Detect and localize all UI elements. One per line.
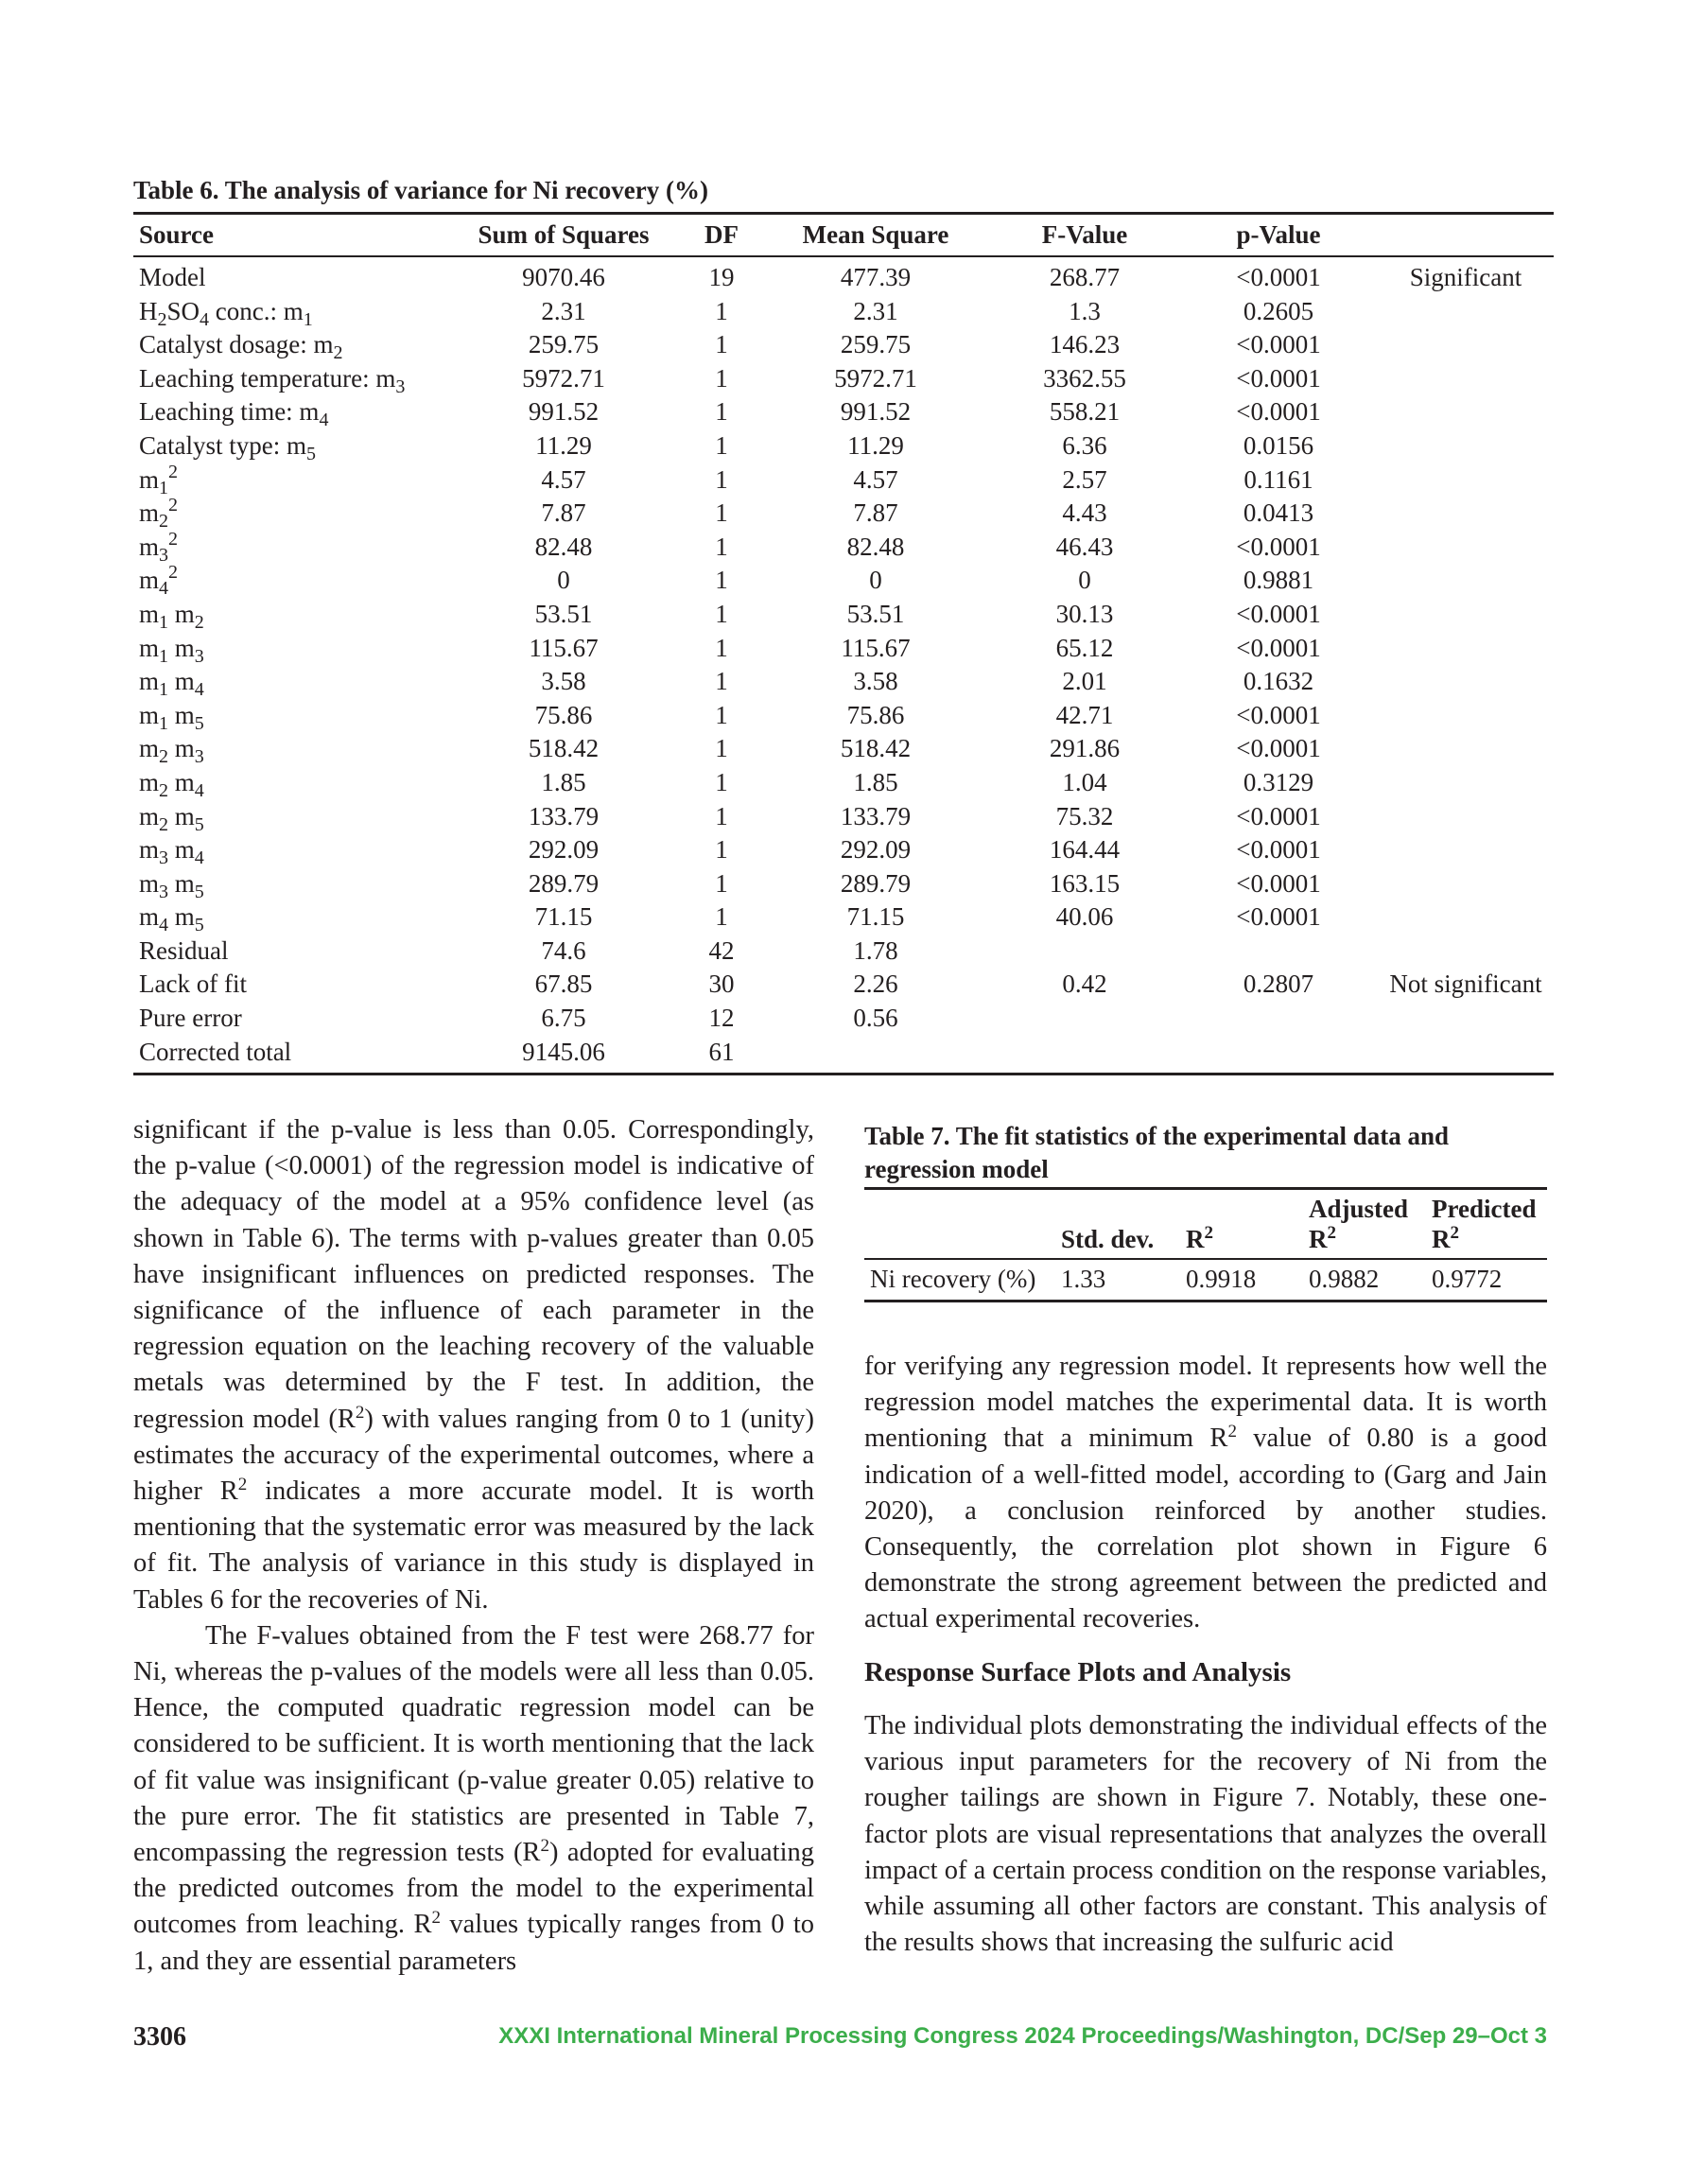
anova-p-value: <0.0001 xyxy=(1236,633,1321,662)
anova-mean-square: 53.51 xyxy=(846,599,905,628)
anova-df: 61 xyxy=(708,1037,735,1066)
header-adjusted-r2: Adjusted $R^2$ xyxy=(1309,1195,1409,1253)
anova-p-value: <0.0001 xyxy=(1236,397,1321,427)
header-note xyxy=(1378,214,1554,257)
anova-f-value: 164.44 xyxy=(1049,835,1121,865)
anova-source: Leaching temperature: $m_3$ xyxy=(139,363,406,397)
anova-note xyxy=(1378,665,1554,699)
anova-row xyxy=(133,833,1554,867)
anova-source: Lack of fit xyxy=(139,970,247,999)
anova-row xyxy=(133,328,1554,362)
anova-f-value: 6.36 xyxy=(1062,430,1107,460)
anova-p-value: 0.0156 xyxy=(1243,430,1314,460)
left-paragraph-1: significant if the p-value is less than 0.05. Correspondingly, the p-value (<0.0001) of the regression model is indicative of the adequacy of the model at a 95% confidence level (as shown in Table 6). The terms with p-values greater than 0.05 have insignificant influences on predicted responses. The significance of the influence of each parameter in the regression equation on the leaching recovery of the valuable metals was determined by the F test. In addition, the regression model $(R^2)$ with values ranging from 0 to 1 (unity) estimates the accuracy of the experimental outcomes, where a higher $R^2$ indicates a more accurate model. It is worth mentioning that the systematic error was measured by the lack of fit. The analysis of variance in this study is displayed in Tables 6 for the recoveries of Ni. xyxy=(133,1115,814,1615)
anova-note xyxy=(1378,295,1554,329)
anova-df: 1 xyxy=(715,801,728,830)
anova-row xyxy=(133,256,1554,295)
anova-source: $m_1$ $m_5$ xyxy=(139,700,204,734)
header-std-dev: Std. dev. xyxy=(1061,1225,1155,1253)
anova-p-value: <0.0001 xyxy=(1236,700,1321,729)
anova-sum-of-squares: 4.57 xyxy=(541,464,586,494)
anova-df: 1 xyxy=(715,902,728,932)
anova-p-value: 0.2605 xyxy=(1243,296,1314,325)
anova-mean-square: 4.57 xyxy=(853,464,898,494)
anova-row xyxy=(133,531,1554,565)
left-paragraph-2: The F-values obtained from the F test were 268.77 for Ni, whereas the p-values of the models were all less than 0.05. Hence, the computed quadratic regression model can be considered to be sufficient. It is worth mentioning that the lack of fit value was insignificant (p-value greater 0.05) relative to the pure error. The fit statistics are presented in Table 7, encompassing the regression tests $(R^2)$ adopted for evaluating the predicted outcomes from the model to the experimental outcomes from leaching. $R^2$ values typically ranges from 0 to 1, and they are essential parameters xyxy=(133,1620,814,1976)
anova-df: 1 xyxy=(715,430,728,460)
anova-sum-of-squares: 9145.06 xyxy=(522,1037,605,1066)
anova-note xyxy=(1378,531,1554,565)
anova-source: Corrected total xyxy=(139,1037,292,1066)
anova-note xyxy=(1378,935,1554,969)
anova-sum-of-squares: 2.31 xyxy=(541,296,586,325)
anova-note xyxy=(1378,497,1554,531)
anova-source: $m_3$ $m_4$ xyxy=(139,835,204,869)
anova-mean-square: 1.78 xyxy=(853,935,898,965)
anova-row xyxy=(133,395,1554,429)
anova-sum-of-squares: 5972.71 xyxy=(522,363,605,393)
anova-df: 1 xyxy=(715,868,728,898)
anova-row xyxy=(133,968,1554,1002)
header-predicted-r2: Predicted $R^2$ xyxy=(1432,1195,1537,1253)
table6-caption: Table 6. The analysis of variance for Ni recovery (%) xyxy=(133,176,708,204)
anova-f-value: 2.01 xyxy=(1062,667,1107,696)
anova-sum-of-squares: 292.09 xyxy=(528,835,600,865)
anova-df: 1 xyxy=(715,599,728,628)
anova-p-value: 0.1632 xyxy=(1243,667,1314,696)
anova-row xyxy=(133,766,1554,800)
anova-row xyxy=(133,1002,1554,1036)
anova-p-value: <0.0001 xyxy=(1236,599,1321,628)
anova-f-value: 1.04 xyxy=(1062,767,1107,796)
anova-row xyxy=(133,665,1554,699)
anova-df: 1 xyxy=(715,330,728,359)
anova-f-value: 0 xyxy=(1078,566,1091,595)
anova-note xyxy=(1378,1036,1554,1075)
anova-note xyxy=(1378,867,1554,901)
anova-p-value xyxy=(1179,1002,1378,1036)
anova-mean-square: 7.87 xyxy=(853,498,898,528)
anova-p-value: <0.0001 xyxy=(1236,532,1321,561)
anova-df: 42 xyxy=(708,935,735,965)
anova-f-value: 3362.55 xyxy=(1043,363,1126,393)
header-source: Source xyxy=(139,220,214,249)
anova-mean-square: 518.42 xyxy=(840,734,912,763)
anova-mean-square xyxy=(761,1036,990,1075)
anova-df: 1 xyxy=(715,397,728,427)
anova-f-value: 30.13 xyxy=(1055,599,1114,628)
anova-p-value: 0.0413 xyxy=(1243,498,1314,528)
anova-mean-square: 259.75 xyxy=(840,330,912,359)
anova-sum-of-squares: 0 xyxy=(557,566,570,595)
anova-mean-square: 82.48 xyxy=(846,532,905,561)
anova-source: $m_4^2$ xyxy=(139,562,179,600)
anova-mean-square: 133.79 xyxy=(840,801,912,830)
anova-p-value: <0.0001 xyxy=(1236,835,1321,865)
header-sum-of-squares: Sum of Squares xyxy=(478,220,650,249)
anova-row xyxy=(133,362,1554,396)
anova-p-value xyxy=(1179,935,1378,969)
anova-note xyxy=(1378,598,1554,632)
anova-mean-square: 991.52 xyxy=(840,397,912,427)
anova-source: $m_2$ $m_3$ xyxy=(139,734,204,768)
anova-row xyxy=(133,598,1554,632)
anova-note xyxy=(1378,900,1554,935)
anova-source: $H_2SO_4$ conc.: $m_1$ xyxy=(139,296,313,330)
header-p-value: p-Value xyxy=(1236,220,1321,249)
anova-df: 1 xyxy=(715,667,728,696)
anova-source: Leaching time: $m_4$ xyxy=(139,397,329,431)
anova-source: Residual xyxy=(139,935,229,965)
anova-note xyxy=(1378,362,1554,396)
anova-df: 19 xyxy=(708,263,735,291)
anova-source: $m_2^2$ xyxy=(139,495,179,533)
anova-df: 1 xyxy=(715,734,728,763)
anova-df: 1 xyxy=(715,566,728,595)
fit-statistics-table xyxy=(864,1187,1547,1302)
anova-mean-square: 5972.71 xyxy=(834,363,917,393)
anova-source: Pure error xyxy=(139,1004,242,1033)
anova-f-value: 163.15 xyxy=(1049,868,1121,898)
anova-p-value: <0.0001 xyxy=(1236,263,1321,291)
anova-df: 1 xyxy=(715,633,728,662)
anova-f-value xyxy=(990,935,1179,969)
header-r2: $R^2$ xyxy=(1186,1223,1213,1253)
anova-f-value xyxy=(990,1002,1179,1036)
anova-row xyxy=(133,463,1554,498)
anova-df: 1 xyxy=(715,464,728,494)
anova-source: $m_1$ $m_2$ xyxy=(139,599,204,633)
anova-row xyxy=(133,732,1554,766)
anova-source: $m_2$ $m_5$ xyxy=(139,801,204,835)
anova-note: Significant xyxy=(1409,263,1522,291)
anova-source: $m_1$ $m_4$ xyxy=(139,667,204,701)
anova-note: Not significant xyxy=(1389,970,1542,999)
anova-source: $m_2$ $m_4$ xyxy=(139,767,204,801)
section-heading: Response Surface Plots and Analysis xyxy=(864,1657,1292,1687)
fit-std-dev: 1.33 xyxy=(1061,1265,1106,1293)
anova-f-value: 1.3 xyxy=(1069,296,1101,325)
anova-mean-square: 75.86 xyxy=(846,700,905,729)
anova-p-value xyxy=(1179,1036,1378,1075)
anova-f-value: 291.86 xyxy=(1049,734,1121,763)
anova-source: $m_3$ $m_5$ xyxy=(139,868,204,902)
anova-df: 1 xyxy=(715,296,728,325)
anova-table xyxy=(133,212,1554,1075)
anova-sum-of-squares: 11.29 xyxy=(535,430,592,460)
anova-sum-of-squares: 67.85 xyxy=(534,970,593,999)
header-f-value: F-Value xyxy=(1041,220,1128,249)
fit-row-ni-recovery xyxy=(864,1259,1547,1302)
anova-p-value: 0.2807 xyxy=(1243,970,1314,999)
anova-f-value: 42.71 xyxy=(1055,700,1114,729)
anova-mean-square: 11.29 xyxy=(847,430,904,460)
anova-note xyxy=(1378,1002,1554,1036)
anova-note xyxy=(1378,429,1554,463)
anova-body xyxy=(133,256,1554,1075)
anova-note xyxy=(1378,328,1554,362)
anova-f-value: 0.42 xyxy=(1062,970,1107,999)
right-paragraph-2: The individual plots demonstrating the individual effects of the various input parameters for the recovery of Ni from the rougher tailings are shown in Figure 7. Notably, these one-factor plots are visual representations that analyzes the overall impact of a certain process condition on the response variables, while assuming all other factors are constant. This analysis of the results shows that increasing the sulfuric acid xyxy=(864,1711,1547,1958)
anova-p-value: <0.0001 xyxy=(1236,330,1321,359)
anova-sum-of-squares: 133.79 xyxy=(528,801,600,830)
right-column-top xyxy=(864,1349,1547,1638)
anova-f-value: 46.43 xyxy=(1055,532,1114,561)
anova-row xyxy=(133,295,1554,329)
footer-title: XXXI International Mineral Processing Congress 2024 Proceedings/Washington, DC/Sep 29–Oct 3 xyxy=(498,2023,1547,2049)
anova-row xyxy=(133,800,1554,834)
anova-note xyxy=(1378,395,1554,429)
anova-note xyxy=(1378,463,1554,498)
anova-row xyxy=(133,429,1554,463)
anova-row xyxy=(133,935,1554,969)
anova-f-value xyxy=(990,1036,1179,1075)
anova-note xyxy=(1378,564,1554,598)
anova-sum-of-squares: 259.75 xyxy=(528,330,600,359)
anova-f-value: 268.77 xyxy=(1049,263,1121,291)
header-df: DF xyxy=(704,220,739,249)
anova-sum-of-squares: 991.52 xyxy=(528,397,600,427)
anova-df: 1 xyxy=(715,532,728,561)
anova-sum-of-squares: 7.87 xyxy=(541,498,586,528)
anova-df: 1 xyxy=(715,767,728,796)
anova-note xyxy=(1378,632,1554,666)
anova-sum-of-squares: 1.85 xyxy=(541,767,586,796)
header-blank xyxy=(864,1189,1055,1260)
anova-source: $m_1^2$ xyxy=(139,461,179,498)
anova-df: 1 xyxy=(715,700,728,729)
anova-f-value: 40.06 xyxy=(1055,902,1114,932)
anova-mean-square: 2.31 xyxy=(853,296,898,325)
anova-row xyxy=(133,497,1554,531)
anova-row xyxy=(133,867,1554,901)
anova-f-value: 558.21 xyxy=(1049,397,1121,427)
anova-sum-of-squares: 74.6 xyxy=(541,935,586,965)
fit-predicted-r2: 0.9772 xyxy=(1432,1265,1503,1293)
anova-row xyxy=(133,699,1554,733)
anova-sum-of-squares: 6.75 xyxy=(541,1004,586,1033)
anova-sum-of-squares: 289.79 xyxy=(528,868,600,898)
anova-df: 12 xyxy=(708,1004,735,1033)
anova-p-value: <0.0001 xyxy=(1236,902,1321,932)
fit-label: Ni recovery (%) xyxy=(870,1265,1036,1293)
anova-row xyxy=(133,1036,1554,1075)
anova-df: 1 xyxy=(715,835,728,865)
anova-note xyxy=(1378,800,1554,834)
anova-sum-of-squares: 115.67 xyxy=(529,633,599,662)
fit-header-row xyxy=(864,1189,1547,1260)
anova-p-value: <0.0001 xyxy=(1236,801,1321,830)
anova-row xyxy=(133,900,1554,935)
anova-f-value: 2.57 xyxy=(1062,464,1107,494)
anova-source: $m_1$ $m_3$ xyxy=(139,633,204,667)
anova-note xyxy=(1378,833,1554,867)
anova-sum-of-squares: 3.58 xyxy=(541,667,586,696)
anova-source: Catalyst dosage: $m_2$ xyxy=(139,330,343,364)
anova-source: $m_4$ $m_5$ xyxy=(139,902,204,936)
table7-caption: Table 7. The fit statistics of the experimental data and regression model xyxy=(864,1122,1449,1183)
anova-mean-square: 477.39 xyxy=(840,263,912,291)
anova-df: 30 xyxy=(708,970,735,999)
anova-row xyxy=(133,632,1554,666)
anova-mean-square: 3.58 xyxy=(853,667,898,696)
anova-header-row xyxy=(133,214,1554,257)
anova-source: Model xyxy=(139,263,206,291)
anova-mean-square: 0 xyxy=(869,566,882,595)
anova-df: 1 xyxy=(715,498,728,528)
anova-p-value: <0.0001 xyxy=(1236,363,1321,393)
anova-f-value: 146.23 xyxy=(1049,330,1121,359)
anova-note xyxy=(1378,699,1554,733)
anova-note xyxy=(1378,766,1554,800)
anova-note xyxy=(1378,732,1554,766)
right-column-bottom xyxy=(864,1708,1547,1961)
anova-p-value: 0.9881 xyxy=(1243,566,1314,595)
anova-sum-of-squares: 75.86 xyxy=(534,700,593,729)
right-paragraph-1: for verifying any regression model. It represents how well the regression model matches the experimental data. It is worth mentioning that a minimum $R^2$ value of 0.80 is a good indication of a well-fitted model, according to (Garg and Jain 2020), a conclusion reinforced by another studies. Consequently, the correlation plot shown in Figure 6 demonstrate the strong agreement between the predicted and actual experimental recoveries. xyxy=(864,1352,1547,1634)
anova-row xyxy=(133,564,1554,598)
anova-mean-square: 289.79 xyxy=(840,868,912,898)
anova-source: $m_3^2$ xyxy=(139,528,179,566)
anova-mean-square: 71.15 xyxy=(846,902,905,932)
anova-f-value: 75.32 xyxy=(1055,801,1114,830)
anova-mean-square: 292.09 xyxy=(840,835,912,865)
left-column xyxy=(133,1112,814,1980)
anova-df: 1 xyxy=(715,363,728,393)
page-number: 3306 xyxy=(133,2022,186,2052)
anova-source: Catalyst type: $m_5$ xyxy=(139,430,316,464)
anova-p-value: <0.0001 xyxy=(1236,734,1321,763)
anova-sum-of-squares: 9070.46 xyxy=(522,263,605,291)
fit-adjusted-r2: 0.9882 xyxy=(1309,1265,1380,1293)
anova-mean-square: 115.67 xyxy=(841,633,911,662)
anova-sum-of-squares: 518.42 xyxy=(528,734,600,763)
anova-p-value: 0.3129 xyxy=(1243,767,1314,796)
fit-r2: 0.9918 xyxy=(1186,1265,1257,1293)
anova-p-value: <0.0001 xyxy=(1236,868,1321,898)
anova-sum-of-squares: 82.48 xyxy=(534,532,593,561)
anova-mean-square: 2.26 xyxy=(853,970,898,999)
anova-f-value: 65.12 xyxy=(1055,633,1114,662)
anova-p-value: 0.1161 xyxy=(1244,464,1313,494)
anova-mean-square: 0.56 xyxy=(853,1004,898,1033)
anova-f-value: 4.43 xyxy=(1062,498,1107,528)
anova-sum-of-squares: 71.15 xyxy=(534,902,593,932)
anova-sum-of-squares: 53.51 xyxy=(534,599,593,628)
anova-mean-square: 1.85 xyxy=(853,767,898,796)
header-mean-square: Mean Square xyxy=(802,220,949,249)
